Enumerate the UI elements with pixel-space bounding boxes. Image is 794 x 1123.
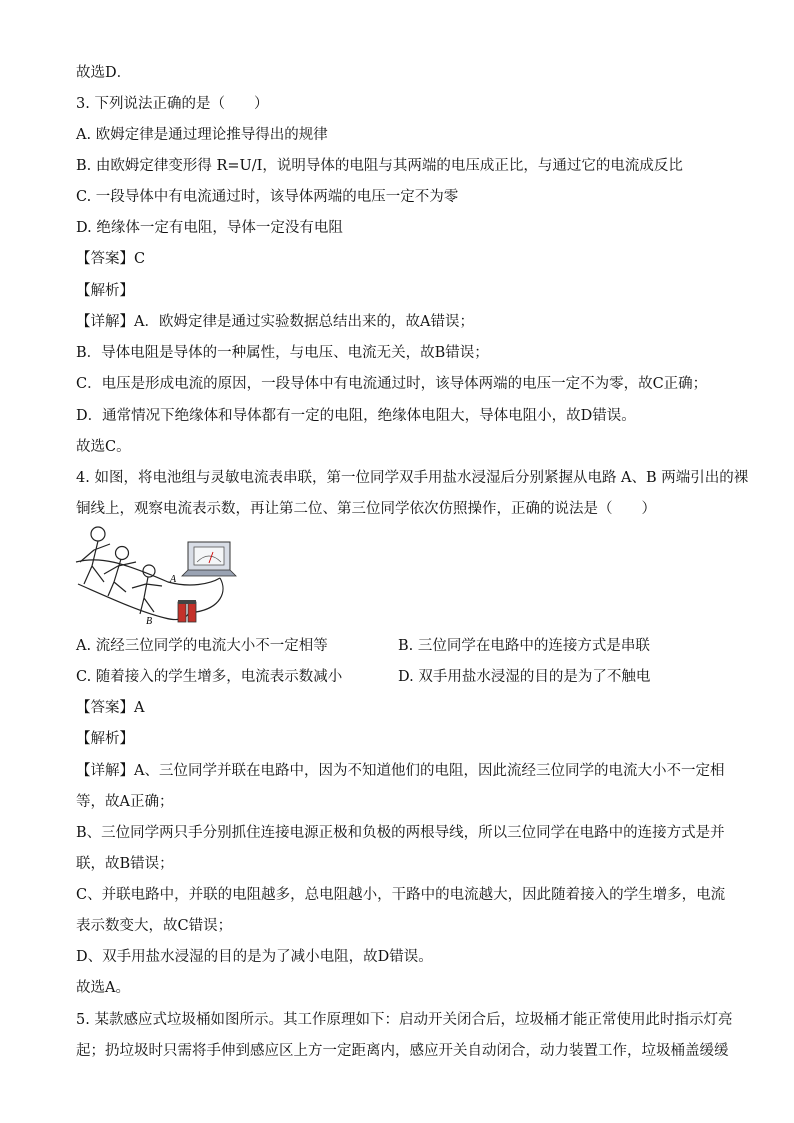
text-line: 故选D． xyxy=(76,65,132,81)
conclusion-line: 故选A。 xyxy=(76,980,130,996)
answer-label: 【答案】C xyxy=(76,251,146,267)
explanation-line: 表示数变大，故C错误； xyxy=(76,918,233,934)
analysis-label: 【解析】 xyxy=(76,731,134,747)
conclusion-line: 故选C。 xyxy=(76,439,131,455)
answer-label: 【答案】A xyxy=(76,700,145,716)
explanation-line: B．导体电阻是导体的一种属性，与电压、电流无关，故B错误； xyxy=(76,345,489,361)
analysis-label: 【解析】 xyxy=(76,283,134,299)
point-a-label: A xyxy=(170,574,177,585)
explanation-line: 【详解】A、三位同学并联在电路中，因为不知道他们的电阻，因此流经三位同学的电流大小不一定相 xyxy=(76,763,725,779)
question-3-option-c: C. 一段导体中有电流通过时，该导体两端的电压一定不为零 xyxy=(76,189,459,205)
question-5-stem-continued: 起；扔垃圾时只需将手伸到感应区上方一定距离内，感应开关自动闭合，动力装置工作，垃圾桶盖缓缓 xyxy=(76,1043,729,1059)
explanation-line: 联，故B错误； xyxy=(76,856,174,872)
explanation-line: 【详解】A．欧姆定律是通过实验数据总结出来的，故A错误； xyxy=(76,314,474,330)
question-3-option-a: A. 欧姆定律是通过理论推导得出的规律 xyxy=(76,127,328,143)
explanation-line: D．通常情况下绝缘体和导体都有一定的电阻，绝缘体电阻大，导体电阻小，故D错误。 xyxy=(76,408,636,424)
question-3-stem: 3. 下列说法正确的是（ ） xyxy=(76,96,269,112)
question-4-option-a: A. 流经三位同学的电流大小不一定相等 xyxy=(76,638,328,654)
question-5-stem: 5. 某款感应式垃圾桶如图所示。其工作原理如下：启动开关闭合后，垃圾桶才能正常使用此时指示灯亮 xyxy=(76,1012,733,1028)
question-3-option-d: D. 绝缘体一定有电阻，导体一定没有电阻 xyxy=(76,220,343,236)
explanation-line: C．电压是形成电流的原因，一段导体中有电流通过时，该导体两端的电压一定不为零，故C正确； xyxy=(76,376,708,392)
question-3-option-b: B. 由欧姆定律变形得 R=U/I，说明导体的电阻与其两端的电压成正比，与通过它的电流成反比 xyxy=(76,158,683,174)
question-4-stem-continued: 铜线上，观察电流表示数，再让第二位、第三位同学依次仿照操作，正确的说法是（ ） xyxy=(76,501,656,517)
explanation-line: B、三位同学两只手分别抓住连接电源正极和负极的两根导线，所以三位同学在电路中的连接方式是并 xyxy=(76,825,725,841)
explanation-line: 等，故A正确； xyxy=(76,794,174,810)
explanation-line: D、双手用盐水浸湿的目的是为了减小电阻，故D错误。 xyxy=(76,949,433,965)
explanation-line: C、并联电路中，并联的电阻越多，总电阻越小，干路中的电流越大，因此随着接入的学生增多，电流 xyxy=(76,887,726,903)
circuit-figure xyxy=(70,522,240,630)
battery xyxy=(178,600,196,622)
galvanometer xyxy=(182,542,236,576)
question-4-stem: 4. 如图，将电池组与灵敏电流表串联，第一位同学双手用盐水浸湿后分别紧握从电路 A、B 两端引出的裸 xyxy=(76,470,749,486)
question-4-option-d: D. 双手用盐水浸湿的目的是为了不触电 xyxy=(398,669,651,685)
question-4-option-b: B. 三位同学在电路中的连接方式是串联 xyxy=(398,638,650,654)
point-b-label: B xyxy=(146,616,153,627)
question-4-option-c: C. 随着接入的学生增多，电流表示数减小 xyxy=(76,669,343,685)
